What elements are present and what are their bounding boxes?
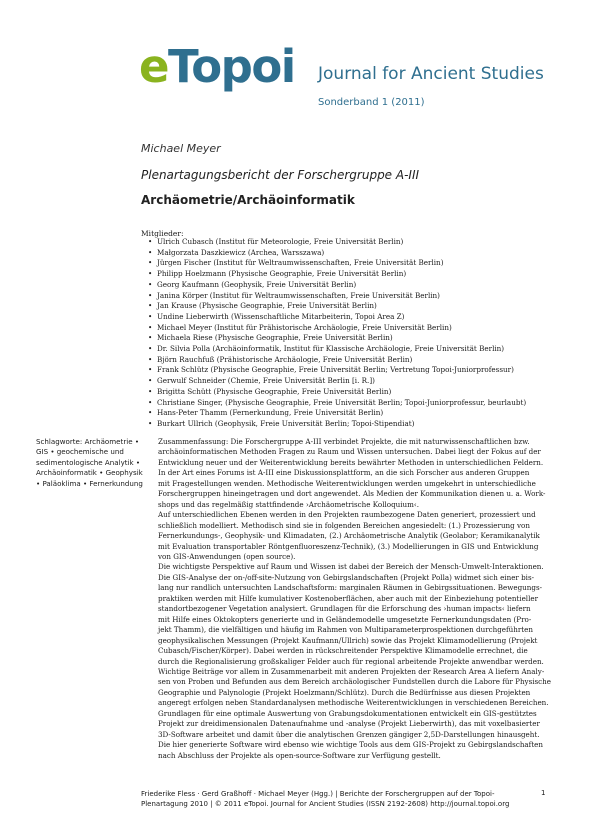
abstract-line: Die wichtigste Perspektive auf Raum und Wissen ist dabei der Bereich der Mensch-Umwelt-Interaktionen. bbox=[158, 562, 544, 572]
abstract-line: von GIS-Anwendungen (open source). bbox=[158, 551, 296, 561]
member-item: • Gerwulf Schneider (Chemie, Freie Universität Berlin [i. R.]) bbox=[157, 376, 526, 387]
logo-topoi: Topoi bbox=[168, 40, 295, 93]
abstract-line: archäoinformatischen Methoden Fragen zu Raum und Wissen untersuchen. Dabei liegt der Fokus auf der bbox=[158, 447, 541, 457]
abstract-line: lang nur randlich untersuchten Landschaftsform: marginalen Räumen in Gebirgssituationen. Bewegungs- bbox=[158, 583, 543, 593]
abstract-line: In der Art eines Forums ist A-III eine Diskussionsplattform, an die sich Forscher aus anderen Gruppen bbox=[158, 468, 530, 478]
abstract-line: jekt Thamm), die vielfältigen und häufig im Rahmen von Multiparameterprospektionen durchgeführten bbox=[158, 625, 533, 635]
member-item: • Małgorzata Daszkiewicz (Archea, Warsszawa) bbox=[157, 248, 526, 259]
abstract bbox=[158, 437, 552, 761]
abstract-line: Fernerkundungs-, Geophysik- und Klimadaten, (2.) Archäometrische Analytik (Geolabor; Keramikanalytik bbox=[158, 531, 540, 541]
abstract-line: durch die Regionalisierung großskaliger Felder auch für regional arbeitende Projekte anwendbar werden. bbox=[158, 656, 544, 666]
member-item: • Jürgen Fischer (Institut für Weltraumwissenschaften, Freie Universität Berlin) bbox=[157, 258, 526, 269]
abstract-line: Die GIS-Analyse der on-/off-site-Nutzung von Gebirgslandschaften (Projekt Polla) widmet sich einer bis- bbox=[158, 572, 535, 582]
footer-copyright-line: Plenartagung 2010 | © 2011 eTopoi. Journal for Ancient Studies (ISSN 2192-2608) http://journal.topoi.org bbox=[141, 800, 510, 808]
abstract-line: shops und das regelmäßig stattfindende ›Archäometrische Kolloquium‹. bbox=[158, 499, 420, 509]
member-item: • Janina Körper (Institut für Weltraumwissenschaften, Freie Universität Berlin) bbox=[157, 291, 526, 302]
abstract-line: Zusammenfassung: Die Forschergruppe A-III verbindet Projekte, die mit naturwissenschaftlichen bzw. bbox=[158, 437, 530, 446]
member-item: • Hans-Peter Thamm (Fernerkundung, Freie Universität Berlin) bbox=[157, 408, 526, 419]
abstract-line: Wichtige Beiträge vor allem in Zusammenarbeit mit anderen Projekten der Research Area A liefern Analy- bbox=[158, 666, 545, 676]
abstract-line: mit Fragestellungen wenden. Methodische Weiterentwicklungen werden umgekehrt in unterschiedliche bbox=[158, 478, 536, 488]
member-item: • Michael Meyer (Institut für Prähistorische Archäologie, Freie Universität Berlin) bbox=[157, 323, 526, 334]
member-item: • Ulrich Cubasch (Institut für Meteorologie, Freie Universität Berlin) bbox=[157, 237, 526, 248]
article-title: Plenartagungsbericht der Forschergruppe A-III bbox=[141, 168, 420, 182]
abstract-line: 3D-Software arbeitet und damit über die analytischen Grenzen gängiger 2,5D-Darstellungen hinausgeht. bbox=[158, 729, 540, 739]
member-item: • Brigitta Schütt (Physische Geographie, Freie Universität Berlin) bbox=[157, 387, 526, 398]
abstract-line: schließlich modelliert. Methodisch sind sie in folgenden Bereichen angesiedelt: (1.) Prozessierung von bbox=[158, 520, 530, 530]
abstract-line: Projekt zur dreidimensionalen Datenaufnahme und -analyse (Projekt Lieberwirth), das mit voxelbasierter bbox=[158, 719, 540, 729]
members-label: Mitglieder: bbox=[141, 229, 184, 238]
page-footer bbox=[141, 789, 521, 809]
member-item: • Undine Lieberwirth (Wissenschaftliche Mitarbeiterin, Topoi Area Z) bbox=[157, 312, 526, 323]
abstract-line: Grundlagen für eine optimale Auswertung von Grabungsdokumentationen entwickelt ein GIS-gestütztes bbox=[158, 708, 537, 718]
abstract-line: standortbezogener Vegetation analysiert. Grundlagen für die Erforschung des ›human impacts‹ liefern bbox=[158, 604, 531, 614]
member-item: • Georg Kaufmann (Geophysik, Freie Universität Berlin) bbox=[157, 280, 526, 291]
page-number: 1 bbox=[541, 789, 546, 797]
abstract-line: Forschergruppen hineingetragen und dort angewendet. Als Medien der Kommunikation dienen u. a. Work- bbox=[158, 489, 546, 499]
member-item: • Christiane Singer, (Physische Geographie, Freie Universität Berlin; Topoi-Juniorprofessur, beurlaubt) bbox=[157, 398, 526, 409]
member-item: • Jan Krause (Physische Geographie, Freie Universität Berlin) bbox=[157, 301, 526, 312]
member-item: • Philipp Hoelzmann (Physische Geographie, Freie Universität Berlin) bbox=[157, 269, 526, 280]
abstract-line: praktiken werden mit Hilfe kumulativer Kostenoberflächen, aber auch mit der Einbeziehung potentieller bbox=[158, 593, 538, 603]
abstract-line: Entwicklung neuer und der Weiterentwicklung bereits bewährter Methoden in unterschiedlichen Feldern. bbox=[158, 457, 544, 467]
abstract-line: sen von Proben und Befunden aus dem Bereich archäologischer Fundstellen durch die Labore für Physische bbox=[158, 677, 552, 687]
abstract-line: nach Abschluss der Projekte als open-source-Software zur Verfügung gestellt. bbox=[158, 750, 441, 760]
abstract-line: Geographie und Palynologie (Projekt Hoelzmann/Schlütz). Durch die Bedürfnisse aus diesen Projekten bbox=[158, 687, 531, 697]
member-item: • Burkart Ullrich (Geophysik, Freie Universität Berlin; Topoi-Stipendiat) bbox=[157, 419, 526, 430]
article-subtitle: Archäometrie/Archäoinformatik bbox=[141, 193, 355, 207]
abstract-line: angeregt erfolgen neben Standardanalysen methodische Weiterentwicklungen in verschiedenen Bereichen. bbox=[158, 698, 549, 708]
issue-label: Sonderband 1 (2011) bbox=[318, 97, 425, 108]
journal-title: Journal for Ancient Studies bbox=[318, 64, 544, 84]
members-list bbox=[157, 237, 526, 430]
member-item: • Michaela Riese (Physische Geographie, Freie Universität Berlin) bbox=[157, 333, 526, 344]
author-name: Michael Meyer bbox=[141, 142, 221, 155]
abstract-line: geophysikalischen Messungen (Projekt Kaufmann/Ullrich) sowie das Projekt Klimamodellierung (Projekt bbox=[158, 635, 538, 645]
logo-e: e bbox=[139, 40, 169, 93]
member-item: • Björn Rauchfuß (Prähistorische Archäologie, Freie Universität Berlin) bbox=[157, 355, 526, 366]
abstract-line: Die hier generierte Software wird ebenso wie wichtige Tools aus dem GIS-Projekt zu Gebirgslandschaften bbox=[158, 740, 544, 750]
member-item: • Dr. Silvia Polla (Archäoinformatik, Institut für Klassische Archäologie, Freie Universität Berlin) bbox=[157, 344, 526, 355]
keywords: Schlagworte: Archäometrie • GIS • geochemische und sedimentologische Analytik • Archäoinformatik • Geophysik • Paläoklima • Fernerkundung bbox=[36, 437, 143, 488]
member-item: • Frank Schlütz (Physische Geographie, Freie Universität Berlin; Vertretung Topoi-Juniorprofessur) bbox=[157, 365, 526, 376]
footer-citation-line: Friederike Fless · Gerd Graßhoff · Michael Meyer (Hgg.) | Berichte der Forschergruppen auf der Topoi- bbox=[141, 790, 495, 798]
etopoi-logo bbox=[139, 40, 295, 93]
abstract-line: Cubasch/Fischer/Körper). Dabei werden in rückschreitender Perspektive Klimamodelle errechnet, die bbox=[158, 646, 528, 656]
abstract-line: mit Evaluation transportabler Röntgenfluoreszenz-Technik), (3.) Modellierungen in GIS und Entwicklung bbox=[158, 541, 539, 551]
abstract-line: Auf unterschiedlichen Ebenen werden in den Projekten raumbezogene Daten generiert, prozessiert und bbox=[158, 510, 536, 520]
abstract-line: mit Hilfe eines Oktokopters generierte und in Geländemodelle umgesetzte Fernerkundungsdaten (Pro- bbox=[158, 614, 532, 624]
